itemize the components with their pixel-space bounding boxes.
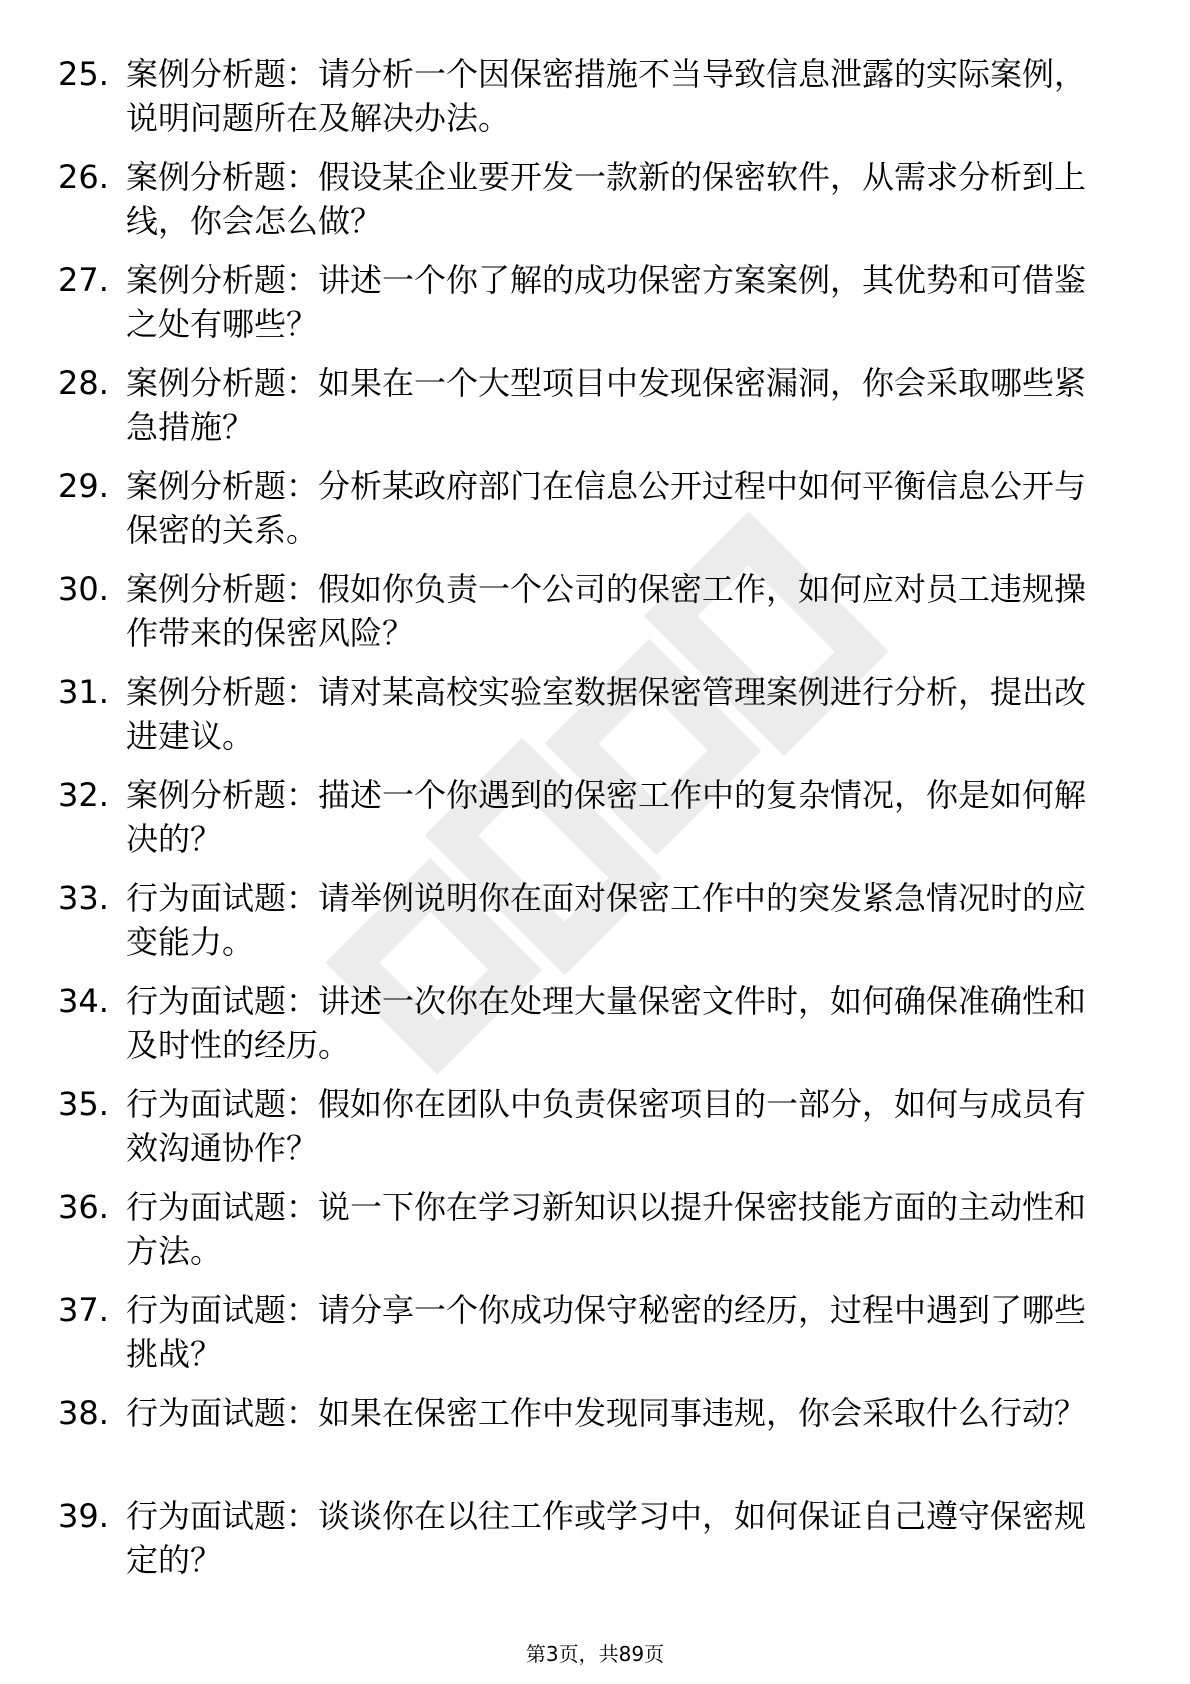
question-number: 33. — [58, 879, 109, 917]
question-text: 案例分析题：讲述一个你了解的成功保密方案案例，其优势和可借鉴之处有哪些？ — [126, 261, 1087, 343]
question-item — [58, 1185, 1118, 1288]
question-item — [58, 52, 1118, 155]
question-list — [58, 52, 1118, 1597]
question-text: 案例分析题：请对某高校实验室数据保密管理案例进行分析，提出改进建议。 — [126, 673, 1087, 755]
page-number: 第3页，共89页 — [525, 1642, 665, 1666]
question-item — [58, 155, 1118, 258]
question-item — [58, 1494, 1118, 1597]
question-item — [58, 464, 1118, 567]
question-item — [58, 979, 1118, 1082]
question-number: 34. — [58, 982, 109, 1020]
question-number: 39. — [58, 1497, 109, 1535]
question-text: 行为面试题：讲述一次你在处理大量保密文件时，如何确保准确性和及时性的经历。 — [126, 982, 1087, 1064]
question-item — [58, 258, 1118, 361]
question-text: 行为面试题：请举例说明你在面对保密工作中的突发紧急情况时的应变能力。 — [126, 879, 1087, 961]
question-number: 26. — [58, 158, 109, 196]
question-number: 27. — [58, 261, 109, 299]
question-item — [58, 361, 1118, 464]
question-text: 案例分析题：如果在一个大型项目中发现保密漏洞，你会采取哪些紧急措施？ — [126, 364, 1087, 446]
question-text: 行为面试题：谈谈你在以往工作或学习中，如何保证自己遵守保密规定的？ — [126, 1497, 1087, 1579]
question-number: 25. — [58, 55, 109, 93]
question-item — [58, 1391, 1118, 1494]
question-number: 30. — [58, 570, 109, 608]
question-item — [58, 1288, 1118, 1391]
question-number: 31. — [58, 673, 109, 711]
question-number: 38. — [58, 1394, 109, 1432]
question-number: 28. — [58, 364, 109, 402]
question-number: 35. — [58, 1085, 109, 1123]
question-text: 案例分析题：分析某政府部门在信息公开过程中如何平衡信息公开与保密的关系。 — [126, 467, 1087, 549]
question-number: 36. — [58, 1188, 109, 1226]
question-number: 32. — [58, 776, 109, 814]
question-item — [58, 1082, 1118, 1185]
question-text: 行为面试题：如果在保密工作中发现同事违规，你会采取什么行动？ — [126, 1394, 1087, 1432]
question-text: 行为面试题：说一下你在学习新知识以提升保密技能方面的主动性和方法。 — [126, 1188, 1087, 1270]
question-number: 29. — [58, 467, 109, 505]
question-item — [58, 567, 1118, 670]
question-number: 37. — [58, 1291, 109, 1329]
question-item — [58, 670, 1118, 773]
question-text: 案例分析题：假如你负责一个公司的保密工作，如何应对员工违规操作带来的保密风险？ — [126, 570, 1087, 652]
question-item — [58, 773, 1118, 876]
question-text: 行为面试题：假如你在团队中负责保密项目的一部分，如何与成员有效沟通协作？ — [126, 1085, 1087, 1167]
question-text: 案例分析题：请分析一个因保密措施不当导致信息泄露的实际案例，说明问题所在及解决办法。 — [126, 55, 1087, 137]
question-text: 行为面试题：请分享一个你成功保守秘密的经历，过程中遇到了哪些挑战？ — [126, 1291, 1087, 1373]
question-text: 案例分析题：假设某企业要开发一款新的保密软件，从需求分析到上线，你会怎么做？ — [126, 158, 1087, 240]
question-item — [58, 876, 1118, 979]
question-text: 案例分析题：描述一个你遇到的保密工作中的复杂情况，你是如何解决的？ — [126, 776, 1087, 858]
